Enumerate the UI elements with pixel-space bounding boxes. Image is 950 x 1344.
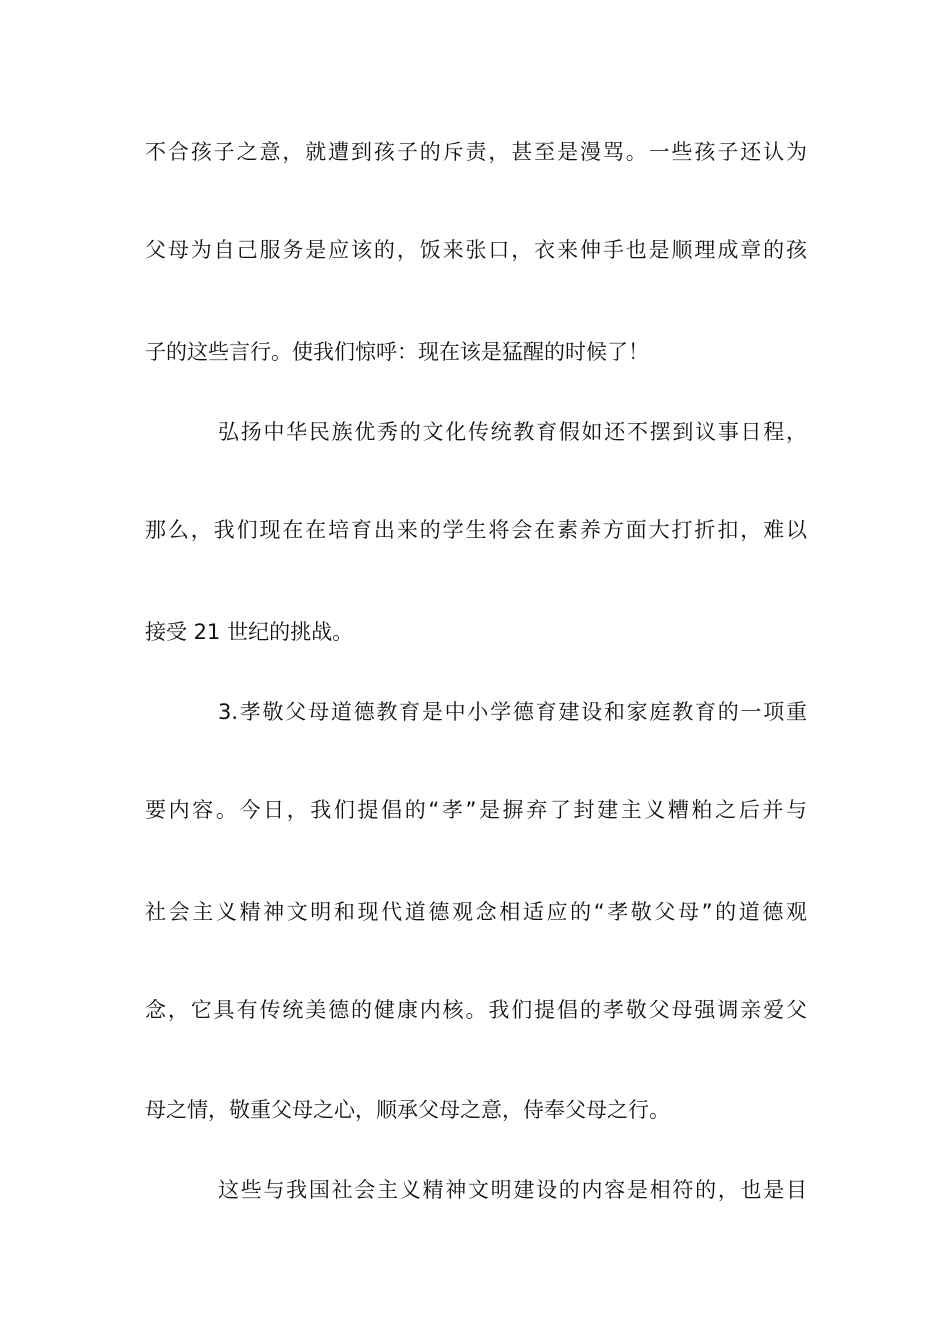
text-line: 父母为自己服务是应该的，饭来张口，衣来伸手也是顺理成章的孩 xyxy=(145,238,807,262)
text-line: 弘扬中华民族优秀的文化传统教育假如还不摆到议事日程， xyxy=(218,420,807,444)
text-line: 那么，我们现在在培育出来的学生将会在素养方面大打折扣，难以 xyxy=(145,518,807,542)
text-line: 接受 21 世纪的挑战。 xyxy=(145,620,354,644)
text-line: 念，它具有传统美德的健康内核。我们提倡的孝敬父母强调亲爱父 xyxy=(145,998,807,1022)
text-line: 3.孝敬父母道德教育是中小学德育建设和家庭教育的一项重 xyxy=(218,700,807,724)
text-line: 要内容。今日，我们提倡的“孝”是摒弃了封建主义糟粕之后并与 xyxy=(145,798,807,822)
text-line: 母之情，敬重父母之心，顺承父母之意，侍奉父母之行。 xyxy=(145,1098,670,1122)
text-line: 子的这些言行。使我们惊呼：现在该是猛醒的时候了！ xyxy=(145,340,649,364)
text-line: 社会主义精神文明和现代道德观念相适应的“孝敬父母”的道德观 xyxy=(145,900,807,924)
text-line: 这些与我国社会主义精神文明建设的内容是相符的，也是目 xyxy=(218,1178,807,1202)
text-line: 不合孩子之意，就遭到孩子的斥责，甚至是漫骂。一些孩子还认为 xyxy=(145,140,807,164)
